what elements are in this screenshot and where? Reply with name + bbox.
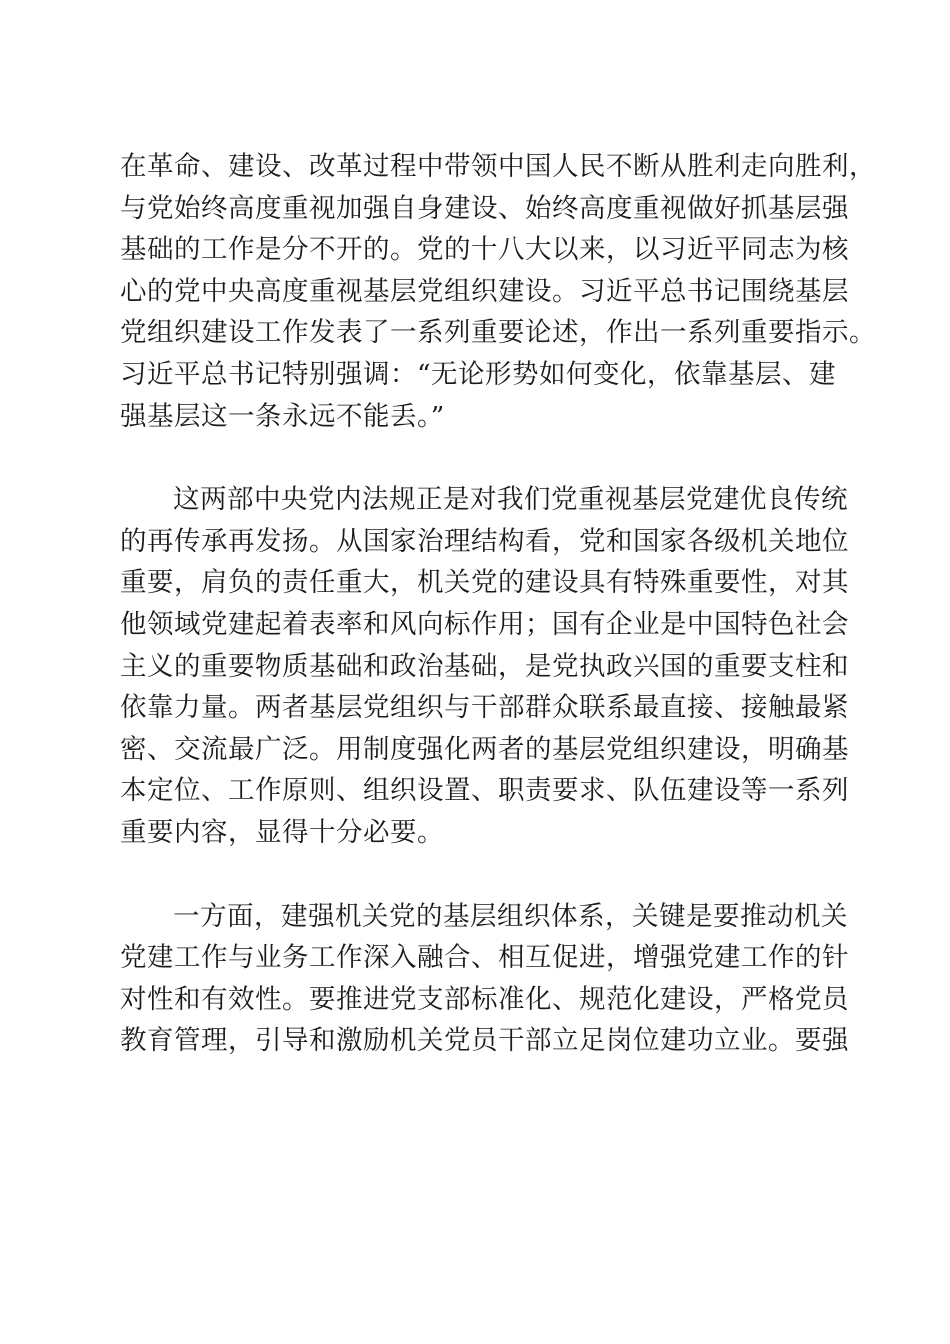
paragraph-line: 基础的工作是分不开的。党的十八大以来，以习近平同志为核 bbox=[120, 234, 849, 266]
paragraph-line: 重要内容，显得十分必要。 bbox=[120, 816, 444, 848]
paragraph-line: 党组织建设工作发表了一系列重要论述，作出一系列重要指示。 bbox=[120, 317, 876, 349]
paragraph-line: 依靠力量。两者基层党组织与干部群众联系最直接、接触最紧 bbox=[120, 692, 849, 724]
paragraph-2 bbox=[120, 479, 849, 853]
paragraph-line: 强基层这一条永远不能丢。” bbox=[120, 400, 445, 432]
paragraph-spacer bbox=[120, 854, 832, 896]
paragraph-line: 在革命、建设、改革过程中带领中国人民不断从胜利走向胜利， bbox=[120, 151, 876, 182]
paragraph-line: 密、交流最广泛。用制度强化两者的基层党组织建设，明确基 bbox=[120, 733, 849, 765]
document-body bbox=[120, 146, 876, 1062]
paragraph-1 bbox=[120, 146, 876, 437]
paragraph-line: 教育管理，引导和激励机关党员干部立足岗位建功立业。要强 bbox=[120, 1025, 849, 1057]
paragraph-line: 的再传承再发扬。从国家治理结构看，党和国家各级机关地位 bbox=[120, 525, 849, 557]
paragraph-3 bbox=[120, 896, 849, 1062]
paragraph-line: 这两部中央党内法规正是对我们党重视基层党建优良传统 bbox=[173, 484, 848, 516]
paragraph-line: 主义的重要物质基础和政治基础，是党执政兴国的重要支柱和 bbox=[120, 650, 849, 682]
paragraph-line: 本定位、工作原则、组织设置、职责要求、队伍建设等一系列 bbox=[120, 775, 849, 807]
paragraph-line: 他领域党建起着表率和风向标作用；国有企业是中国特色社会 bbox=[120, 608, 849, 640]
paragraph-line: 与党始终高度重视加强自身建设、始终高度重视做好抓基层强 bbox=[120, 192, 849, 224]
paragraph-line: 对性和有效性。要推进党支部标准化、规范化建设，严格党员 bbox=[120, 983, 849, 1015]
paragraph-line: 重要，肩负的责任重大，机关党的建设具有特殊重要性，对其 bbox=[120, 567, 849, 599]
paragraph-line: 一方面，建强机关党的基层组织体系，关键是要推动机关 bbox=[173, 900, 848, 932]
paragraph-spacer bbox=[120, 437, 832, 479]
paragraph-line: 习近平总书记特别强调：“无论形势如何变化，依靠基层、建 bbox=[120, 358, 837, 390]
paragraph-line: 党建工作与业务工作深入融合、相互促进，增强党建工作的针 bbox=[120, 942, 849, 974]
paragraph-line: 心的党中央高度重视基层党组织建设。习近平总书记围绕基层 bbox=[120, 275, 849, 307]
